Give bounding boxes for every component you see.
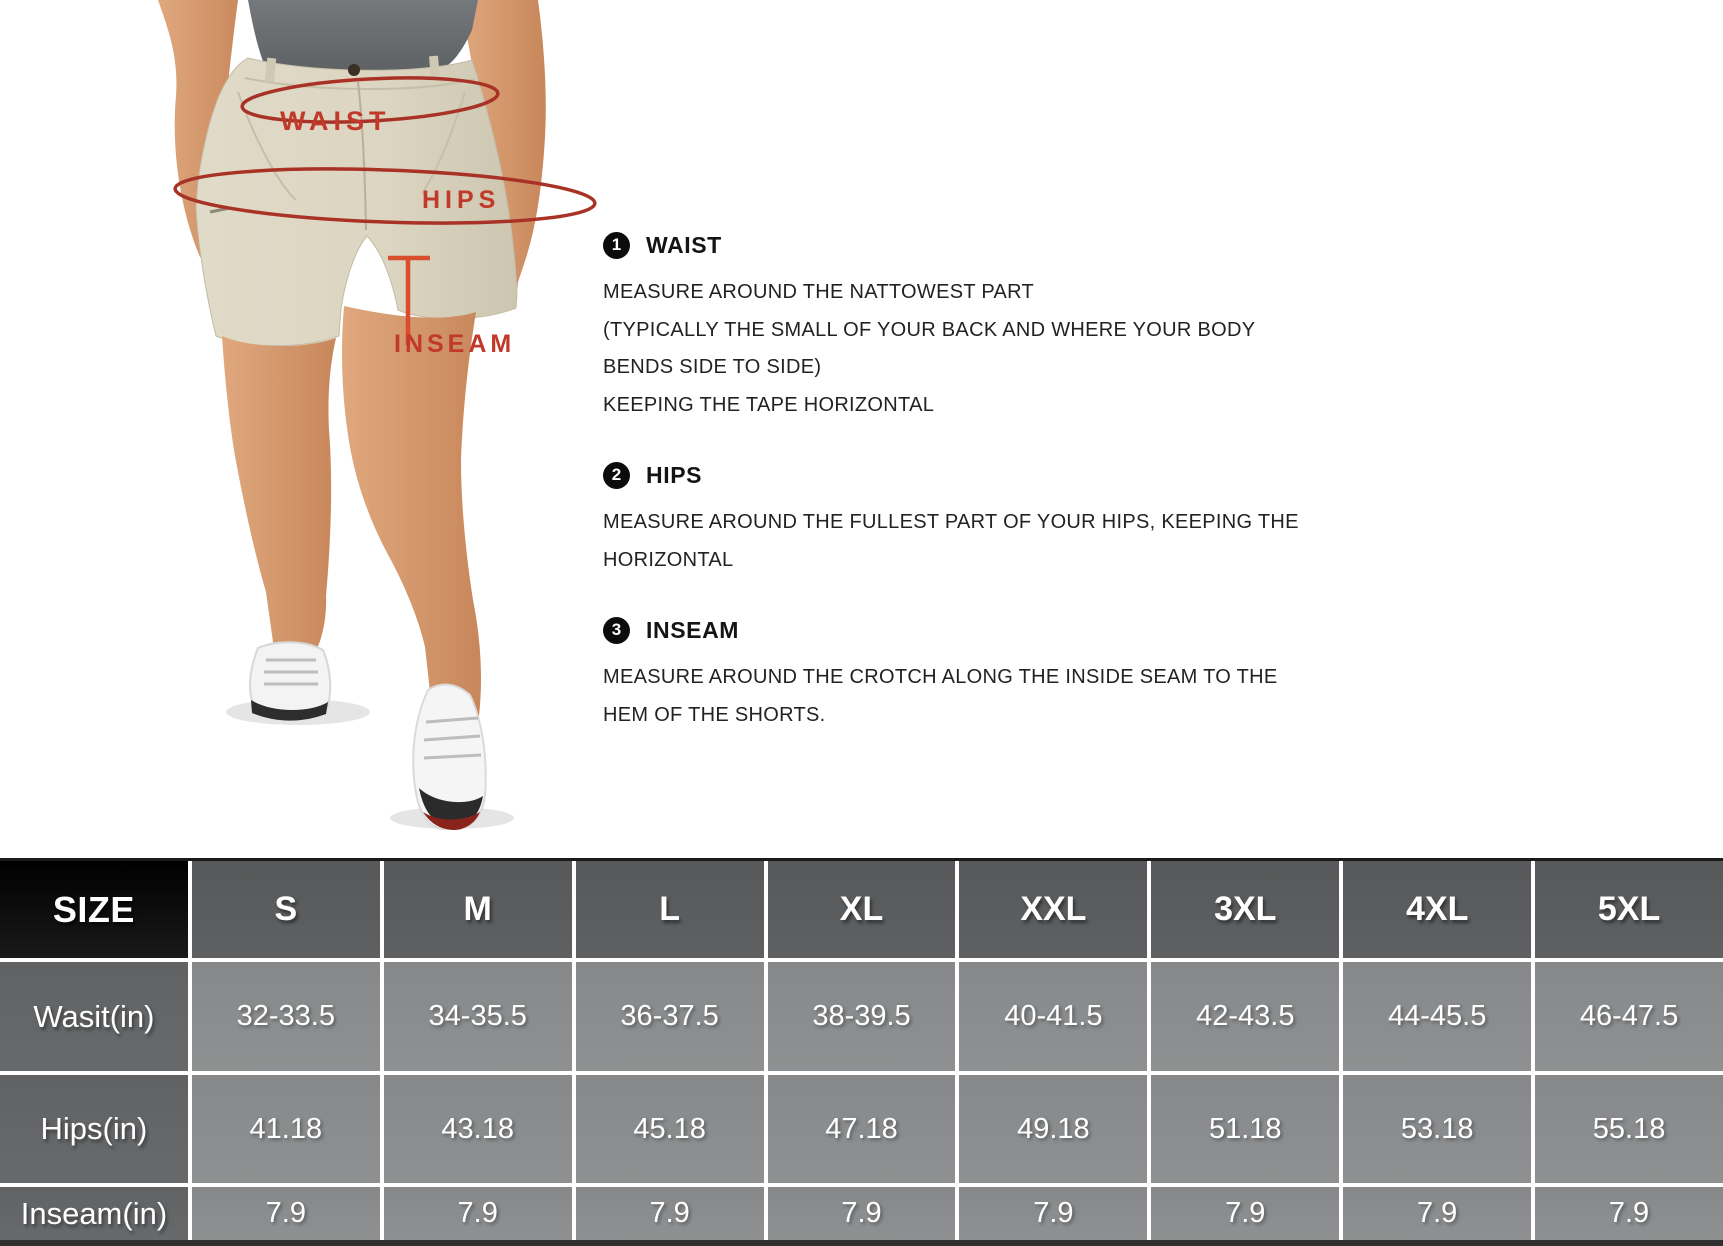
size-value-cell: 43.18 <box>384 1075 572 1183</box>
size-value-cell: 34-35.5 <box>384 962 572 1071</box>
instruction-line: BENDS SIDE TO SIDE) <box>603 356 822 378</box>
size-value-cell: 51.18 <box>1151 1075 1339 1183</box>
step-title: INSEAM <box>646 616 740 643</box>
size-value-cell: 45.18 <box>576 1075 764 1183</box>
size-col-header: XXL <box>959 861 1147 958</box>
size-chart <box>0 858 1723 1246</box>
step-number-badge: 1 <box>603 232 630 259</box>
size-header-cell: SIZE <box>0 861 188 958</box>
instruction-line: (TYPICALLY THE SMALL OF YOUR BACK AND WHERE YOUR BODY <box>603 318 1256 341</box>
size-value-cell: 46-47.5 <box>1535 962 1723 1071</box>
size-value-cell: 7.9 <box>768 1187 956 1240</box>
instruction-section <box>603 613 1683 734</box>
size-value-cell: 53.18 <box>1343 1075 1531 1183</box>
instruction-line: MEASURE AROUND THE NATTOWEST PART <box>603 281 1035 303</box>
size-value-cell: 38-39.5 <box>768 962 956 1071</box>
size-value-cell: 7.9 <box>576 1187 764 1240</box>
size-col-header: XL <box>768 861 956 958</box>
instruction-section <box>603 458 1683 579</box>
shorts-button <box>348 64 360 76</box>
row-label-cell: Hips(in) <box>0 1075 188 1183</box>
left-shoe <box>250 642 330 715</box>
instruction-heading-row <box>603 228 1683 262</box>
size-value-cell: 7.9 <box>959 1187 1147 1240</box>
size-col-header: 4XL <box>1343 861 1531 958</box>
instruction-line: HORIZONTAL <box>603 548 734 571</box>
size-col-header: S <box>192 861 380 958</box>
row-label-cell: Inseam(in) <box>0 1187 188 1240</box>
size-value-cell: 40-41.5 <box>959 962 1147 1071</box>
size-value-cell: 7.9 <box>384 1187 572 1240</box>
step-number-badge: 3 <box>603 617 630 644</box>
instruction-line: HEM OF THE SHORTS. <box>603 703 826 726</box>
size-col-header: 5XL <box>1535 861 1723 958</box>
model-photo <box>130 0 600 830</box>
model-shirt <box>248 0 478 73</box>
step-title: WAIST <box>646 231 722 258</box>
instruction-line: KEEPING THE TAPE HORIZONTAL <box>603 393 935 416</box>
measurement-instructions <box>603 228 1683 768</box>
model-photo-svg <box>130 0 600 830</box>
waist-annotation-label: WAIST <box>280 106 391 136</box>
size-col-header: L <box>576 861 764 958</box>
size-value-cell: 7.9 <box>1535 1187 1723 1240</box>
instruction-line: MEASURE AROUND THE FULLEST PART OF YOUR HIPS, KEEPING THE <box>603 511 1299 533</box>
size-value-cell: 41.18 <box>192 1075 380 1183</box>
size-chart-grid <box>0 861 1723 1240</box>
size-value-cell: 47.18 <box>768 1075 956 1183</box>
hips-annotation-label: HIPS <box>422 186 501 214</box>
step-number-badge: 2 <box>603 462 630 489</box>
instruction-heading-row <box>603 458 1683 492</box>
instruction-line: MEASURE AROUND THE CROTCH ALONG THE INSIDE SEAM TO THE <box>603 666 1278 688</box>
row-label-cell: Wasit(in) <box>0 962 188 1071</box>
instruction-section <box>603 228 1683 424</box>
size-value-cell: 42-43.5 <box>1151 962 1339 1071</box>
size-value-cell: 32-33.5 <box>192 962 380 1071</box>
size-col-header: 3XL <box>1151 861 1339 958</box>
instruction-heading-row <box>603 613 1683 647</box>
size-value-cell: 7.9 <box>1343 1187 1531 1240</box>
size-value-cell: 49.18 <box>959 1075 1147 1183</box>
size-col-header: M <box>384 861 572 958</box>
model-left-leg <box>342 306 481 739</box>
size-value-cell: 44-45.5 <box>1343 962 1531 1071</box>
size-value-cell: 55.18 <box>1535 1075 1723 1183</box>
size-value-cell: 7.9 <box>192 1187 380 1240</box>
step-title: HIPS <box>646 461 703 488</box>
model-right-leg <box>222 336 336 665</box>
inseam-annotation-label: INSEAM <box>394 330 516 358</box>
size-value-cell: 7.9 <box>1151 1187 1339 1240</box>
size-value-cell: 36-37.5 <box>576 962 764 1071</box>
